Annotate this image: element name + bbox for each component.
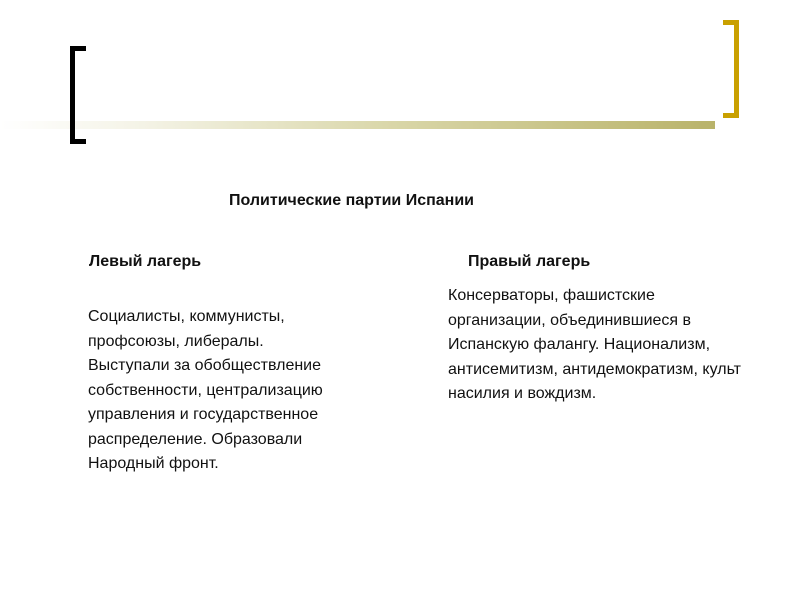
left-bracket-decoration	[70, 46, 86, 144]
left-camp-description: Социалисты, коммунисты, профсоюзы, либералы. Выступали за обобществление собственности, централизацию управления и государственное распределение. Образовали Народный фронт.	[88, 308, 323, 472]
right-bracket-decoration	[723, 20, 739, 118]
decorative-gradient-bar	[0, 121, 715, 129]
left-camp-heading: Левый лагерь	[89, 253, 202, 270]
right-camp-heading: Правый лагерь	[468, 253, 591, 270]
slide-title: Политические партии Испании	[229, 192, 474, 209]
right-camp-description: Консерваторы, фашистские организации, объединившиеся в Испанскую фалангу. Национализм, антисемитизм, антидемократизм, культ насилия и вождизм.	[448, 287, 741, 402]
